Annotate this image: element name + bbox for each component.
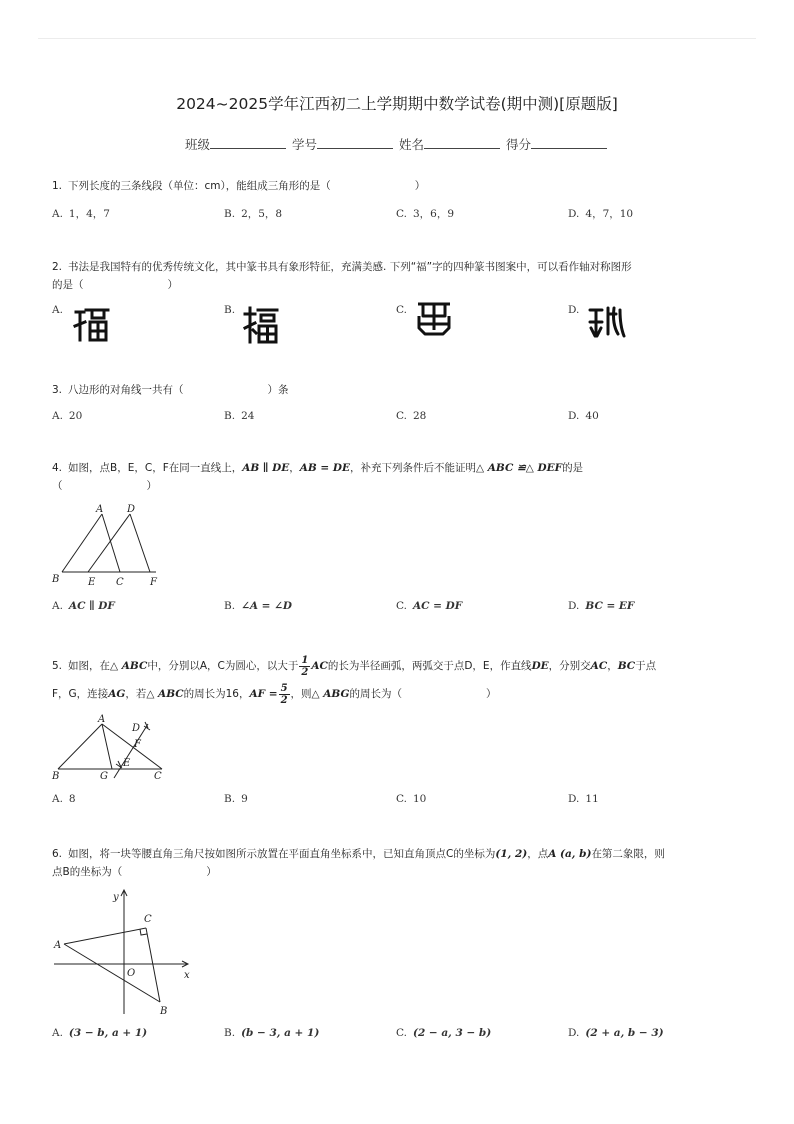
svg-text:F: F bbox=[134, 739, 141, 750]
seal-fu-d-icon bbox=[586, 304, 626, 340]
class-blank[interactable] bbox=[210, 136, 286, 149]
q3-option-a[interactable]: A. 20 bbox=[52, 410, 83, 422]
svg-text:D: D bbox=[132, 723, 141, 734]
page-title: 2024~2025学年江西初二上学期期中数学试卷(期中测)[原题版] bbox=[176, 95, 618, 113]
question-5: 5. 如图，在△ ABC中，分别以A，C为圆心，以大于 $\frac{1}{2}$ AC的长为半径画弧，两弧交于点D，E，作直线DE，分别交AC，BC于点 F，G，连接AG，若△ ABC的周长为16，AF = $\frac{5}{2}$ ，则△ ABG的周长为（ ） bbox=[52, 654, 657, 706]
svg-text:G: G bbox=[100, 771, 108, 782]
q5-option-d[interactable]: D. 11 bbox=[568, 793, 599, 805]
svg-text:B: B bbox=[52, 574, 60, 585]
q6-option-a[interactable]: A. (3 − b, a + 1) bbox=[52, 1027, 148, 1039]
q4-option-c[interactable]: C. AC = DF bbox=[396, 600, 463, 612]
svg-text:C: C bbox=[154, 771, 162, 782]
q4-figure bbox=[50, 500, 170, 592]
class-label: 班级 bbox=[184, 137, 210, 152]
question-6: 6. 如图，将一块等腰直角三角尺按如图所示放置在平面直角坐标系中，已知直角顶点C的坐标为(1, 2)，点A (a, b)在第二象限，则 点B的坐标为（ ） bbox=[52, 848, 665, 878]
svg-text:A: A bbox=[54, 940, 62, 951]
q1-option-a[interactable]: A. 1，4，7 bbox=[52, 208, 110, 220]
q1-option-b[interactable]: B. 2，5，8 bbox=[224, 208, 283, 220]
q4-option-d[interactable]: D. BC = EF bbox=[568, 600, 635, 612]
student-id-label: 学号 bbox=[291, 137, 317, 152]
question-3: 3. 八边形的对角线一共有（ ）条 bbox=[52, 384, 289, 396]
q6-figure bbox=[50, 886, 196, 1020]
question-3-text: 八边形的对角线一共有（ ）条 bbox=[68, 384, 289, 396]
question-2-text: 书法是我国特有的优秀传统文化，其中篆书具有象形特征，充满美感. 下列“福”字的四种篆书图案中，可以看作轴对称图形 bbox=[68, 261, 632, 273]
q2-option-b[interactable]: B. bbox=[224, 304, 236, 316]
svg-text:D: D bbox=[127, 504, 136, 515]
question-1: 1. 下列长度的三条线段（单位：cm），能组成三角形的是（ ） bbox=[52, 180, 426, 192]
q3-option-d[interactable]: D. 40 bbox=[568, 410, 599, 422]
svg-text:B: B bbox=[160, 1006, 168, 1017]
q3-option-b[interactable]: B. 24 bbox=[224, 410, 255, 422]
svg-text:A: A bbox=[96, 504, 104, 515]
q2-option-a[interactable]: A. bbox=[52, 304, 63, 316]
q6-option-c[interactable]: C. (2 − a, 3 − b) bbox=[396, 1027, 492, 1039]
svg-text:F: F bbox=[150, 577, 157, 588]
q4-option-a[interactable]: A. AC ∥ DF bbox=[52, 600, 115, 612]
score-blank[interactable] bbox=[531, 136, 607, 149]
question-4: 4. 如图，点B，E，C，F在同一直线上，AB ∥ DE，AB = DE，补充下列条件后不能证明△ ABC ≌△ DEF的是 （ ） bbox=[52, 462, 584, 492]
svg-text:x: x bbox=[184, 970, 190, 981]
q1-option-c[interactable]: C. 3，6，9 bbox=[396, 208, 455, 220]
q5-option-b[interactable]: B. 9 bbox=[224, 793, 248, 805]
student-id-blank[interactable] bbox=[317, 136, 393, 149]
seal-fu-c-icon bbox=[414, 300, 454, 338]
svg-text:y: y bbox=[113, 892, 119, 903]
q5-option-a[interactable]: A. 8 bbox=[52, 793, 76, 805]
score-label: 得分 bbox=[505, 137, 531, 152]
name-blank[interactable] bbox=[424, 136, 500, 149]
svg-text:E: E bbox=[88, 577, 96, 588]
question-1-text: 下列长度的三条线段（单位：cm），能组成三角形的是（ ） bbox=[68, 180, 426, 192]
q2-option-c[interactable]: C. bbox=[396, 304, 407, 316]
question-2: 2. 书法是我国特有的优秀传统文化，其中篆书具有象形特征，充满美感. 下列“福”字的四种篆书图案中，可以看作轴对称图形 的是（ ） bbox=[52, 261, 632, 291]
svg-text:E: E bbox=[123, 758, 131, 769]
q1-option-d[interactable]: D. 4，7，10 bbox=[568, 208, 634, 220]
student-info-bar bbox=[0, 135, 794, 153]
q3-option-c[interactable]: C. 28 bbox=[396, 410, 427, 422]
q4-option-b[interactable]: B. ∠A = ∠D bbox=[224, 600, 293, 612]
svg-text:O: O bbox=[127, 968, 136, 979]
seal-fu-b-icon bbox=[242, 306, 280, 344]
top-divider bbox=[38, 38, 756, 39]
q6-option-b[interactable]: B. (b − 3, a + 1) bbox=[224, 1027, 320, 1039]
q2-option-d[interactable]: D. bbox=[568, 304, 580, 316]
svg-text:C: C bbox=[144, 914, 152, 925]
svg-text:C: C bbox=[116, 577, 124, 588]
svg-text:B: B bbox=[52, 771, 60, 782]
name-label: 姓名 bbox=[398, 137, 424, 152]
svg-text:A: A bbox=[98, 714, 106, 725]
q6-option-d[interactable]: D. (2 + a, b − 3) bbox=[568, 1027, 664, 1039]
q5-figure bbox=[50, 712, 172, 782]
q5-option-c[interactable]: C. 10 bbox=[396, 793, 427, 805]
seal-fu-a-icon bbox=[72, 306, 112, 344]
